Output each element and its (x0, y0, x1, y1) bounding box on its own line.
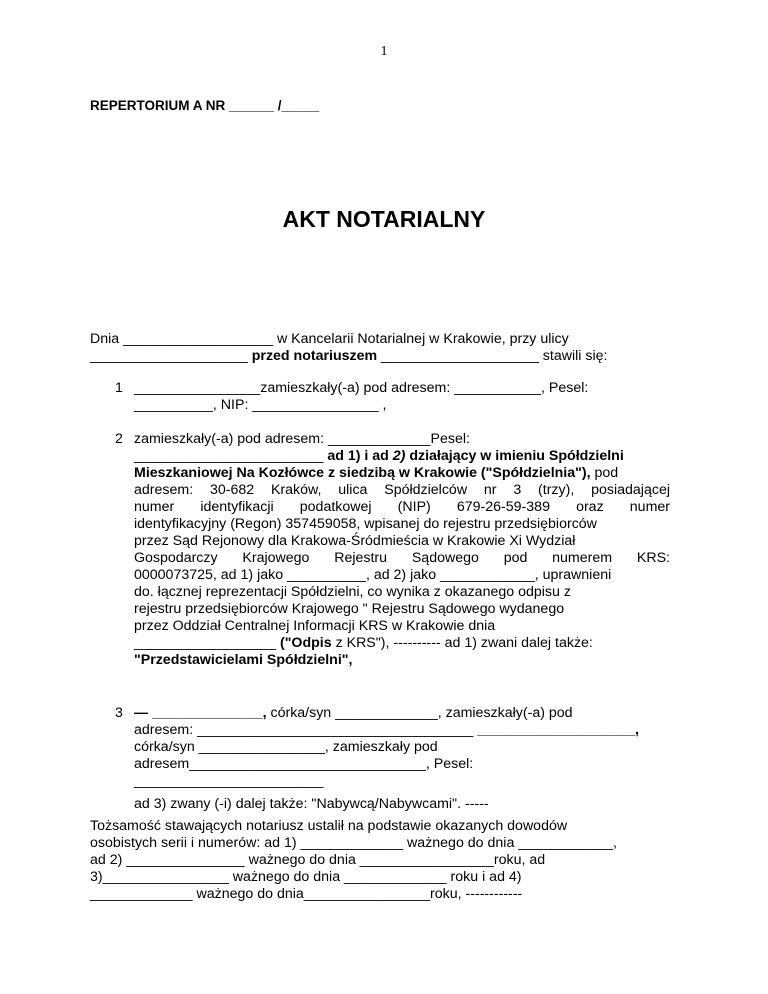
party-2-blank-date: __________________ (134, 635, 277, 651)
identity-line-2: osobistych serii i numerów: ad 1) _____________ ważnego do dnia ____________, (90, 835, 617, 851)
identity-line-3: ad 2) _______________ ważnego do dnia _________________roku, ad (90, 852, 546, 868)
party-3-address: adresem: ___________________________________ (134, 722, 474, 738)
intro-appeared: stawili się: (538, 348, 608, 364)
document-title: AKT NOTARIALNY (282, 206, 486, 232)
party-2-line-6: identyfikacyjny (Regon) 357459058, wpisanej do rejestru przedsiębiorców (134, 516, 597, 532)
party-3-line-5: ________________________ (134, 773, 324, 789)
party-2-line-12: przez Oddział Centralnej Informacji KRS w Krakowie dnia (134, 618, 496, 634)
party-2-line-3 (134, 465, 670, 482)
party-2-ad-label: ad 1) i ad (323, 448, 393, 464)
repertorium-number: REPERTORIUM A NR ______ /_____ (90, 98, 320, 113)
party-2-line-10: do. łącznej reprezentacji Spółdzielni, co wynika z okazanego odpisu z (134, 584, 571, 600)
party-2-number: 2 (115, 431, 123, 447)
party-2-line-4: adresem: 30-682 Kraków, ulica Spółdzielców nr 3 (trzy), posiadającej (134, 482, 670, 498)
intro-blank-notary: ____________________ (381, 348, 539, 364)
identity-line-4: 3)________________ ważnego do dnia _____________ roku i ad 4) (90, 869, 522, 885)
party-3 (134, 705, 670, 790)
party-2-line-9: 0000073725, ad 1) jako __________, ad 2) jako ____________, uprawnieni (134, 567, 612, 583)
party-1-number: 1 (115, 380, 123, 396)
identity-line-1: Tożsamość stawających notariusz ustalił na podstawie okazanych dowodów (90, 818, 568, 834)
party-2-acting: działający w imieniu Spółdzielni (405, 448, 624, 464)
cooperative-name: Mieszkaniowej Na Kozłówce z siedzibą w Krakowie ("Spółdzielnia"), (134, 465, 591, 481)
party-3-line-1-tail: córka/syn _____________, zamieszkały(-a) pod (266, 705, 573, 721)
intro-line-1: Dnia ___________________ w Kancelarii Notarialnej w Krakowie, przy ulicy (90, 331, 569, 347)
party-2-line-2 (134, 448, 670, 465)
party-2-line-11: rejestru przedsiębiorców Krajowego " Rejestru Sądowego wydanego (134, 601, 565, 617)
party-2-line-8: Gospodarczy Krajowego Rejestru Sądowego pod numerem KRS: (134, 550, 670, 566)
ad3-note: ad 3) zwany (-i) dalej także: "Nabywcą/Nabywcami". ----- (134, 796, 489, 812)
intro-notary-label: przed notariuszem (247, 348, 382, 364)
party-2-line-5: numer identyfikacji podatkowej (NIP) 679-26-59-389 oraz numer (134, 499, 670, 515)
intro-paragraph (90, 331, 670, 365)
party-2-line-7: przez Sąd Rejonowy dla Krakowa-Śródmieścia w Krakowie Xi Wydział (134, 533, 576, 549)
party-2-line-13-tail: z KRS"), ---------- ad 1) zwani dalej także: (331, 635, 593, 651)
party-3-line-3: córka/syn ________________, zamieszkały pod (134, 739, 438, 755)
identity-paragraph (90, 818, 670, 903)
party-2 (134, 431, 670, 669)
party-2-line-3-tail: pod (590, 465, 619, 481)
party-1-line-1: ________________zamieszkały(-a) pod adresem: ___________, Pesel: (134, 380, 589, 396)
party-3-line-2 (134, 722, 670, 739)
party-2-line-13 (134, 635, 670, 652)
party-1-line-2: __________, NIP: ________________ , (134, 397, 387, 413)
party-2-blank-pesel: ________________________ (134, 448, 324, 464)
party-3-line-4: adresem______________________________, Pesel: (134, 756, 474, 772)
party-2-ad2: 2) (392, 448, 406, 464)
intro-line-2 (90, 348, 670, 365)
party-3-name-blank: — ______________, (134, 705, 267, 721)
intro-blank-street: ____________________ (90, 348, 248, 364)
party-2-line-14: "Przedstawicielami Spółdzielni", (134, 652, 353, 668)
party-3-line-1 (134, 705, 670, 722)
page-number: 1 (380, 44, 388, 59)
odpis-label: ("Odpis (276, 635, 332, 651)
party-2-line-1: zamieszkały(-a) pod adresem: _____________Pesel: (134, 431, 470, 447)
party-1 (134, 380, 670, 414)
party-3-number: 3 (115, 705, 123, 721)
party-3-blank-bold: ____________________, (473, 722, 639, 738)
identity-line-5: _____________ ważnego do dnia________________roku, ------------ (90, 886, 523, 902)
